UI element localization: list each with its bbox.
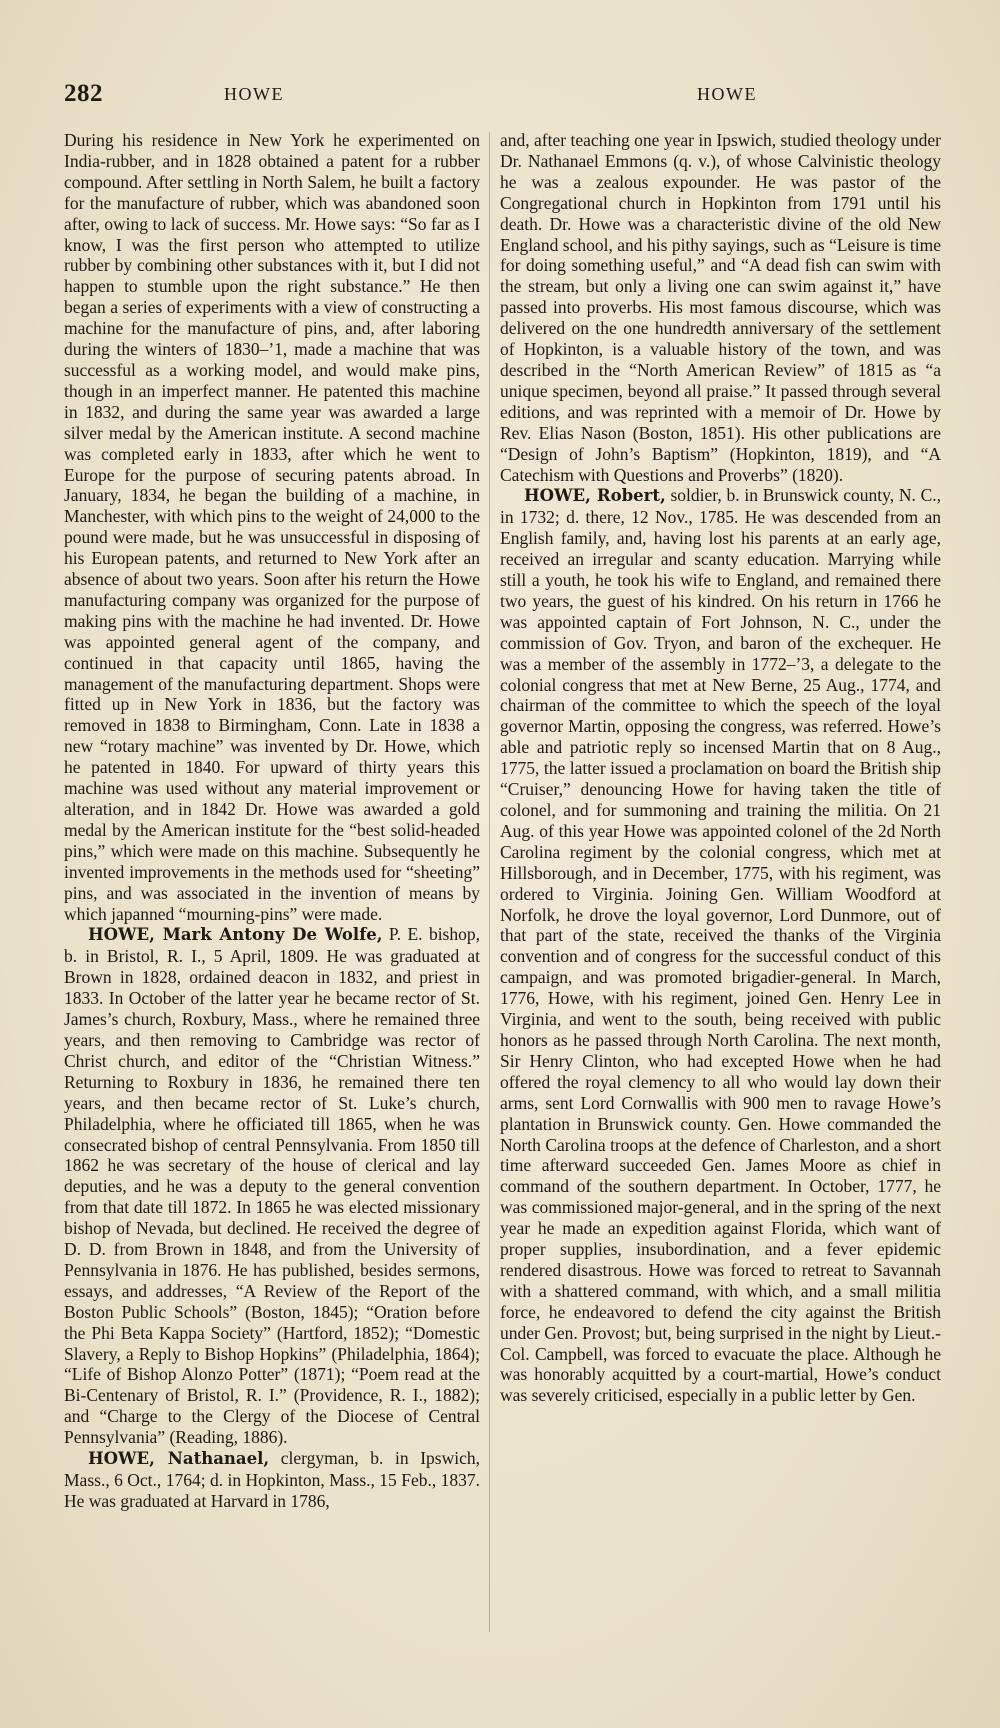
entry-howe-nathanael: [64, 1448, 480, 1512]
entry-heading: HOWE, Nathanael,: [88, 1449, 270, 1469]
column-divider: [489, 132, 490, 1632]
entry-body: P. E. bishop, b. in Bristol, R. I., 5 April, 1809. He was graduated at Brown in 1828, ordained deacon in 1832, and priest in 1833. In October of the latter year he became rector of St. James’s church, Roxbury, Mass., where he remained three years, and then removing to Cambridge was rector of Christ church, and editor of the “Christian Witness.” Returning to Roxbury in 1836, he remained there ten years, and then became rector of St. Luke’s church, Philadelphia, where he officiated till 1865, when he was consecrated bishop of central Pennsylvania. From 1850 till 1862 he was secretary of the house of clerical and lay deputies, and he was a deputy to the general convention from that date till 1872. In 1865 he was elected missionary bishop of Nevada, but declined. He received the degree of D. D. from Brown in 1848, and from the University of Pennsylvania in 1876. He has published, besides sermons, essays, and addresses, “A Review of the Report of the Boston Public Schools” (Boston, 1845); “Oration before the Phi Beta Kappa Society” (Hartford, 1852); “Domestic Slavery, a Reply to Bishop Hopkins” (Philadelphia, 1864); “Life of Bishop Alonzo Potter” (1871); “Poem read at the Bi-Centenary of Bristol, R. I.” (Providence, R. I., 1882); and “Charge to the Clergy of the Diocese of Central Pennsylvania” (Reading, 1886).: [64, 924, 480, 1448]
entry-howe-mark-antony: [64, 924, 480, 1448]
entry-body: clergyman, b. in Ipswich, Mass., 6 Oct., 1764; d. in Hopkinton, Mass., 15 Feb., 1837. He was graduated at Harvard in 1786,: [64, 1448, 480, 1511]
running-head-right: HOWE: [697, 84, 757, 104]
running-head-left: HOWE: [224, 84, 284, 104]
entry-body: soldier, b. in Brunswick county, N. C., in 1732; d. there, 12 Nov., 1785. He was descended from an English family, and, having lost his parents at an early age, received an irregular and scanty education. Marrying while still a youth, he took his wife to England, and remained there two years, the guest of his kindred. On his return in 1766 he was appointed captain of Fort Johnson, N. C., under the commission of Gov. Tryon, and baron of the exchequer. He was a member of the assembly in 1772–’3, a delegate to the colonial congress that met at New Berne, 25 Aug., 1774, and chairman of the committee to which the speech of the loyal governor Martin, opposing the congress, was referred. Howe’s able and patriotic reply so incensed Martin that on 8 Aug., 1775, the latter issued a proclamation on board the British ship “Cruiser,” denouncing Howe for having taken the title of colonel, and for summoning and training the militia. On 21 Aug. of this year Howe was appointed colonel of the 2d North Carolina regiment by the colonial congress, which met at Hillsborough, and in December, 1775, with his regiment, was ordered to Virginia. Joining Gen. William Woodford at Norfolk, he drove the loyal governor, Lord Dunmore, out of that part of the state, received the thanks of the Virginia convention and of congress for the successful conduct of this campaign, and was promoted brigadier-general. In March, 1776, Howe, with his regiment, joined Gen. Henry Lee in Virginia, and went to the south, being received with public honors as he passed through North Carolina. The next month, Sir Henry Clinton, who had excepted Howe when he had offered the royal clemency to all who would lay down their arms, sent Lord Cornwallis with 900 men to ravage Howe’s plantation in Brunswick county. Gen. Howe commanded the North Carolina troops at the defence of Charleston, and a short time afterward succeeded Gen. James Moore as chief in command of the southern department. In October, 1777, he was commissioned major-general, and in the spring of the next year he made an expedition against Florida, which want of proper supplies, insubordination, and a fever epidemic rendered disastrous. Howe was forced to retreat to Savannah with a shattered command, with which, and a small militia force, he endeavored to defend the city against the British under Gen. Provost; but, being surprised in the night by Lieut.-Col. Campbell, was forced to evacuate the place. Although he was honorably acquitted by a court-martial, Howe’s conduct was severely criticised, especially in a public letter by Gen.: [500, 485, 942, 1406]
right-column: [500, 130, 941, 1406]
left-column: [64, 130, 480, 1512]
entry-heading: HOWE, Mark Antony De Wolfe,: [88, 925, 383, 945]
entry-howe-robert: [500, 485, 941, 1406]
page-number: 282: [64, 80, 103, 107]
paragraph-continued: and, after teaching one year in Ipswich, studied theology under Dr. Nathanael Emmons (q. v.), of whose Calvinistic theology he was a zealous expounder. He was pastor of the Congregational church in Hopkinton from 1791 until his death. Dr. Howe was a characteristic divine of the old New England school, and his pithy sayings, such as “Leisure is time for doing something useful,” and “A dead fish can swim with the stream, but only a living one can swim against it,” have passed into proverbs. His most famous discourse, which was delivered on the one hundredth anniversary of the settlement of Hopkinton, is a valuable history of the town, and was described in the “North American Review” of 1815 as “a unique specimen, beyond all praise.” It passed through several editions, and was reprinted with a memoir of Dr. Howe by Rev. Elias Nason (Boston, 1851). His other publications are “Design of John’s Baptism” (Hopkinton, 1819), and “A Catechism with Questions and Proverbs” (1820).: [500, 130, 941, 485]
page-header: [64, 80, 944, 110]
paragraph-continued: During his residence in New York he experimented on India-rubber, and in 1828 obtained a patent for a rubber compound. After settling in North Salem, he built a factory for the manufacture of rubber, which was abandoned soon after, owing to lack of success. Mr. Howe says: “So far as I know, I was the first person who attempted to utilize rubber by combining other substances with it, but I did not happen to stumble upon the right substance.” He then began a series of experiments with a view of constructing a machine for the manufacture of pins, and, after laboring during the winters of 1830–’1, made a machine that was successful as a working model, and would make pins, though in an imperfect manner. He patented this machine in 1832, and during the same year was awarded a large silver medal by the American institute. A second machine was completed early in 1833, after which he went to Europe for the purpose of securing patents abroad. In January, 1834, he began the building of a machine, in Manchester, with which pins to the weight of 24,000 to the pound were made, but he was unsuccessful in disposing of his European patents, and returned to New York after an absence of about two years. Soon after his return the Howe manufacturing company was organized for the purpose of making pins with the machine he had invented. Dr. Howe was appointed general agent of the company, and continued in that capacity until 1865, having the management of the manufacturing department. Shops were fitted up in New York in 1836, but the factory was removed in 1838 to Birmingham, Conn. Late in 1838 a new “rotary machine” was invented by Dr. Howe, which he patented in 1840. For upward of thirty years this machine was used without any material improvement or alteration, and in 1842 Dr. Howe was awarded a gold medal by the American institute for the “best solid-headed pins,” which were made on this machine. Subsequently he invented improvements in the methods used for “sheeting” pins, and was associated in the invention of means by which japanned “mourning-pins” were made.: [64, 130, 480, 924]
entry-heading: HOWE, Robert,: [524, 486, 666, 506]
